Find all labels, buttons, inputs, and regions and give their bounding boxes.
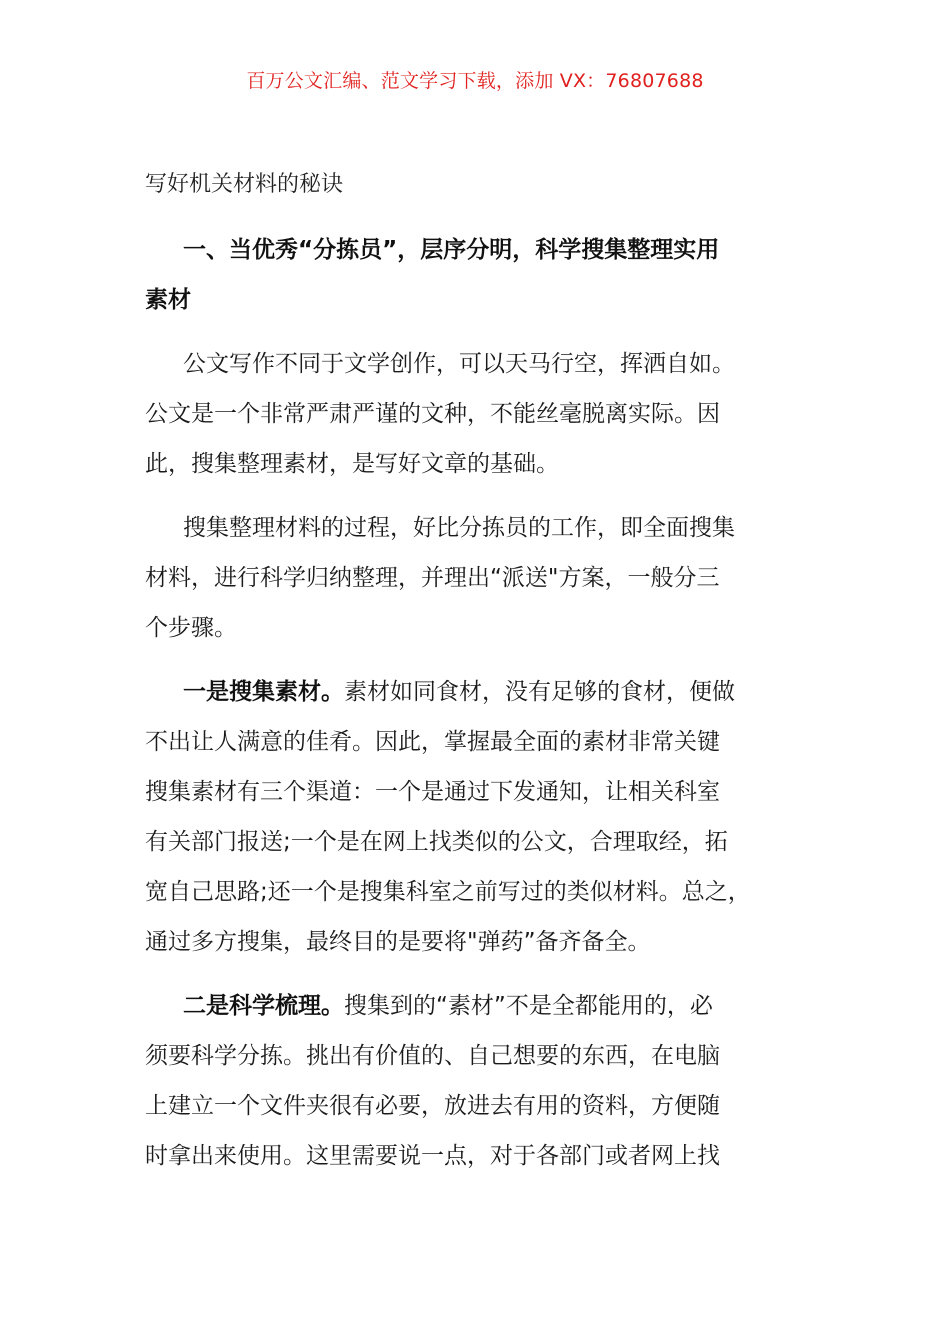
paragraph-line: 时拿出来使用。这里需要说一点，对于各部门或者网上找 [145,1143,720,1169]
paragraph-line [145,981,815,1031]
paragraph [145,339,815,489]
document-title: 写好机关材料的秘诀 [145,172,344,197]
heading-line: 一、当优秀“分拣员”，层序分明，科学搜集整理实用 [183,237,720,263]
section-heading [145,225,815,325]
paragraph-line: 此，搜集整理素材，是写好文章的基础。 [145,451,559,477]
paragraph-text: 素材如同食材，没有足够的食材，便做 [344,679,735,705]
paragraph-line: 须要科学分拣。挑出有价值的、自己想要的东西，在电脑 [145,1043,720,1069]
header-banner: 百万公文汇编、范文学习下载，添加 VX：76807688 [246,70,704,92]
paragraph-line: 材料，进行科学归纳整理，并理出“派送"方案，一般分三 [145,565,720,591]
paragraph-line: 通过多方搜集，最终目的是要将"弹药”备齐备全。 [145,929,651,955]
paragraph-line: 宽自己思路;还一个是搜集科室之前写过的类似材料。总之， [145,879,751,905]
paragraph-line: 上建立一个文件夹很有必要，放进去有用的资料，方便随 [145,1093,720,1119]
paragraph [145,667,815,967]
paragraph [145,503,815,653]
paragraph-line: 个步骤。 [145,615,237,641]
paragraph-line [145,667,815,717]
paragraph-line: 公文写作不同于文学创作，可以天马行空，挥洒自如。 [183,351,735,377]
paragraph-text: 搜集到的“素材”不是全都能用的，必 [344,993,713,1019]
heading-line: 素材 [145,287,191,313]
paragraph-line: 不出让人满意的佳肴。因此，掌握最全面的素材非常关键 [145,729,720,755]
paragraph [145,981,815,1181]
paragraph-lead: 一是搜集素材。 [183,679,344,705]
paragraph-line: 搜集素材有三个渠道：一个是通过下发通知，让相关科室 [145,779,720,805]
paragraph-line: 公文是一个非常严肃严谨的文种，不能丝毫脱离实际。因 [145,401,720,427]
paragraph-line: 搜集整理材料的过程，好比分拣员的工作，即全面搜集 [183,515,735,541]
paragraph-line: 有关部门报送;一个是在网上找类似的公文，合理取经，拓 [145,829,728,855]
document-body [145,225,815,1195]
paragraph-lead: 二是科学梳理。 [183,993,344,1019]
